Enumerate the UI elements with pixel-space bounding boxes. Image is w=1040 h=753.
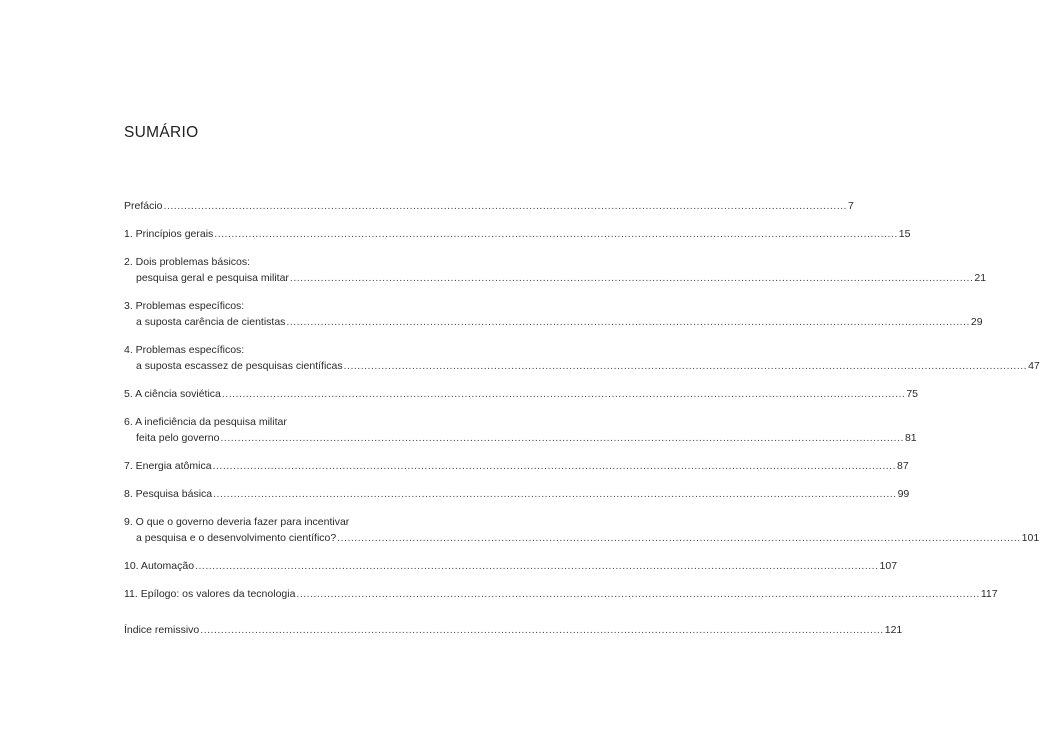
toc-entry-label: 5. A ciência soviética [124, 388, 221, 400]
toc-page-number: 81 [904, 432, 917, 444]
toc-page-number: 121 [884, 624, 903, 636]
toc-page-number: 99 [897, 488, 910, 500]
dot-leader: ........................................................................................................................................................................................................ [286, 316, 970, 328]
dot-leader: ........................................................................................................................................................................................................ [296, 588, 980, 600]
dot-leader: ........................................................................................................................................................................................................ [200, 624, 884, 636]
toc-entry-heading: 6. A ineficiência da pesquisa militar [124, 416, 287, 428]
toc-entry [124, 386, 919, 402]
toc-entry [124, 514, 1040, 546]
page-title: SUMÁRIO [124, 124, 199, 141]
toc-entry [124, 558, 898, 574]
toc-entry [124, 414, 917, 446]
toc-entry [124, 486, 910, 502]
dot-leader: ........................................................................................................................................................................................................ [343, 360, 1028, 372]
toc-entry-heading: 9. O que o governo deveria fazer para incentivar [124, 516, 350, 528]
toc-page-number: 29 [970, 316, 983, 328]
toc-page-number: 117 [980, 588, 998, 600]
dot-leader: ........................................................................................................................................................................................................ [213, 488, 897, 500]
toc-page-number: 75 [906, 388, 919, 400]
toc-entry-label: a suposta carência de cientistas [136, 316, 286, 328]
toc-page-number: 21 [974, 272, 987, 284]
dot-leader: ........................................................................................................................................................................................................ [163, 200, 847, 212]
toc-entry [124, 254, 987, 286]
toc-entry-label: pesquisa geral e pesquisa militar [136, 272, 289, 284]
toc-entry [124, 298, 983, 330]
toc-entry-label: 1. Princípios gerais [124, 228, 214, 240]
toc-entry-label: 10. Automação [124, 560, 195, 572]
toc-page-number: 107 [879, 560, 898, 572]
toc-entry-label: 7. Energia atômica [124, 460, 212, 472]
toc-entry-label: a suposta escassez de pesquisas científicas [136, 360, 343, 372]
toc-page-number: 15 [898, 228, 911, 240]
dot-leader: ........................................................................................................................................................................................................ [195, 560, 879, 572]
toc-entry [124, 226, 911, 242]
toc-page-number: 101 [1021, 532, 1040, 544]
table-of-contents [124, 198, 1040, 638]
toc-entry [124, 586, 998, 602]
toc-entry [124, 622, 903, 638]
toc-entry-label: 8. Pesquisa básica [124, 488, 213, 500]
toc-entry-heading: 3. Problemas específicos: [124, 300, 245, 312]
dot-leader: ........................................................................................................................................................................................................ [220, 432, 904, 444]
dot-leader: ........................................................................................................................................................................................................ [212, 460, 897, 472]
toc-entry-label: 11. Epílogo: os valores da tecnologia [124, 588, 296, 600]
toc-entry-label: a pesquisa e o desenvolvimento científico? [136, 532, 337, 544]
toc-entry-label: Índice remissivo [124, 624, 200, 636]
toc-entry [124, 458, 909, 474]
toc-page-number: 87 [897, 460, 909, 472]
dot-leader: ........................................................................................................................................................................................................ [221, 388, 906, 400]
dot-leader: ........................................................................................................................................................................................................ [289, 272, 974, 284]
toc-entry-heading: 2. Dois problemas básicos: [124, 256, 251, 268]
toc-entry-label: feita pelo governo [136, 432, 220, 444]
toc-page-number: 7 [847, 200, 854, 212]
dot-leader: ........................................................................................................................................................................................................ [214, 228, 898, 240]
toc-entry-heading: 4. Problemas específicos: [124, 344, 245, 356]
toc-entry [124, 198, 854, 214]
toc-entry-label: Prefácio [124, 200, 163, 212]
toc-page-number: 47 [1028, 360, 1040, 372]
dot-leader: ........................................................................................................................................................................................................ [337, 532, 1021, 544]
toc-entry [124, 342, 1040, 374]
